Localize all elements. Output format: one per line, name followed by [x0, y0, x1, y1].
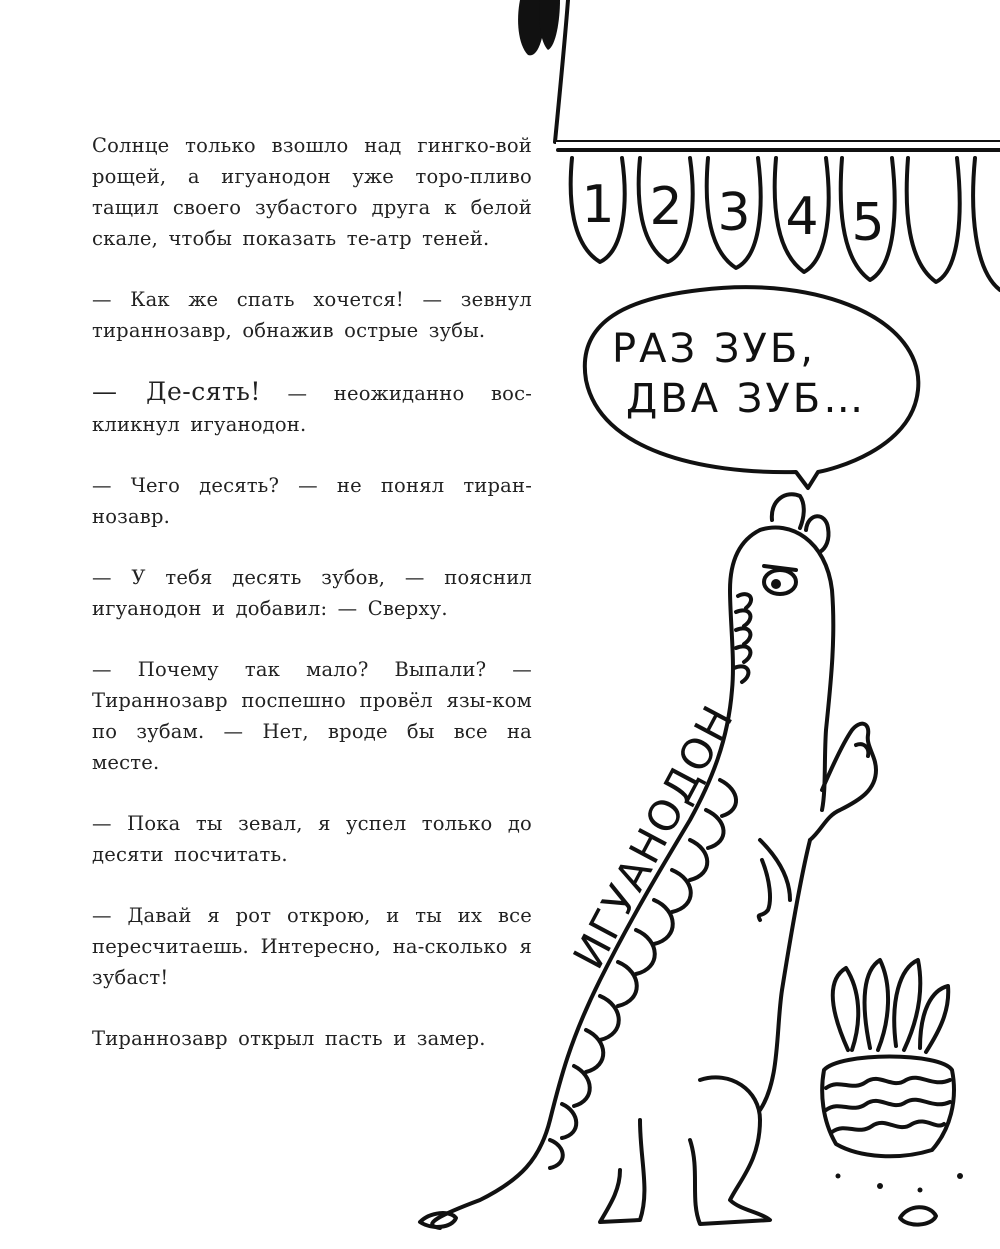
tooth-row — [571, 158, 1000, 290]
speech-line: ДВА ЗУБ… — [626, 376, 867, 422]
paragraph: — Почему так мало? Выпали? — Тираннозавр поспешно провёл язы-ком по зубам. — Нет, вроде бы все на месте. — [92, 658, 532, 774]
paragraph: — У тебя десять зубов, — пояснил игуанодон и добавил: — Сверху. — [92, 566, 532, 620]
tooth-number: 1 — [581, 175, 615, 235]
trex-jaw — [518, 0, 1000, 160]
paragraph-rest: — неожиданно вос-кликнул игуанодон. — [92, 382, 532, 436]
iguanodon-figure — [420, 494, 876, 1228]
speech-line: РАЗ ЗУБ, — [612, 326, 817, 372]
dino-label: ИГУАНОДОН — [563, 696, 744, 977]
tooth — [973, 158, 1000, 290]
paragraph: Тираннозавр открыл пасть и замер. — [92, 1027, 486, 1050]
paragraph: Солнце только взошло над гингко-вой рощей, а игуанодон уже торо-пливо тащил своего зубастого друга к белой скале, чтобы показать те-атр теней. — [92, 134, 532, 250]
paragraph: — Чего десять? — не понял тиран-нозавр. — [92, 474, 532, 528]
paragraph: — Давай я рот открою, и ты их все пересчитаешь. Интересно, на-сколько я зубаст! — [92, 904, 532, 989]
emphasized-exclamation: — Де-сять! — [92, 377, 261, 406]
tooth-number: 3 — [717, 183, 751, 243]
ground-pebbles — [836, 1173, 964, 1225]
speech-bubble — [585, 287, 919, 488]
paragraph: — Пока ты зевал, я успел только до десяти посчитать. — [92, 812, 532, 866]
tooth-number: 4 — [785, 187, 819, 247]
paragraph: — Как же спать хочется! — зевнул тираннозавр, обнажив острые зубы. — [92, 288, 532, 342]
potted-plant — [822, 960, 954, 1156]
tooth — [907, 158, 960, 282]
tooth-number: 5 — [851, 193, 885, 253]
tooth-number: 2 — [649, 177, 683, 237]
